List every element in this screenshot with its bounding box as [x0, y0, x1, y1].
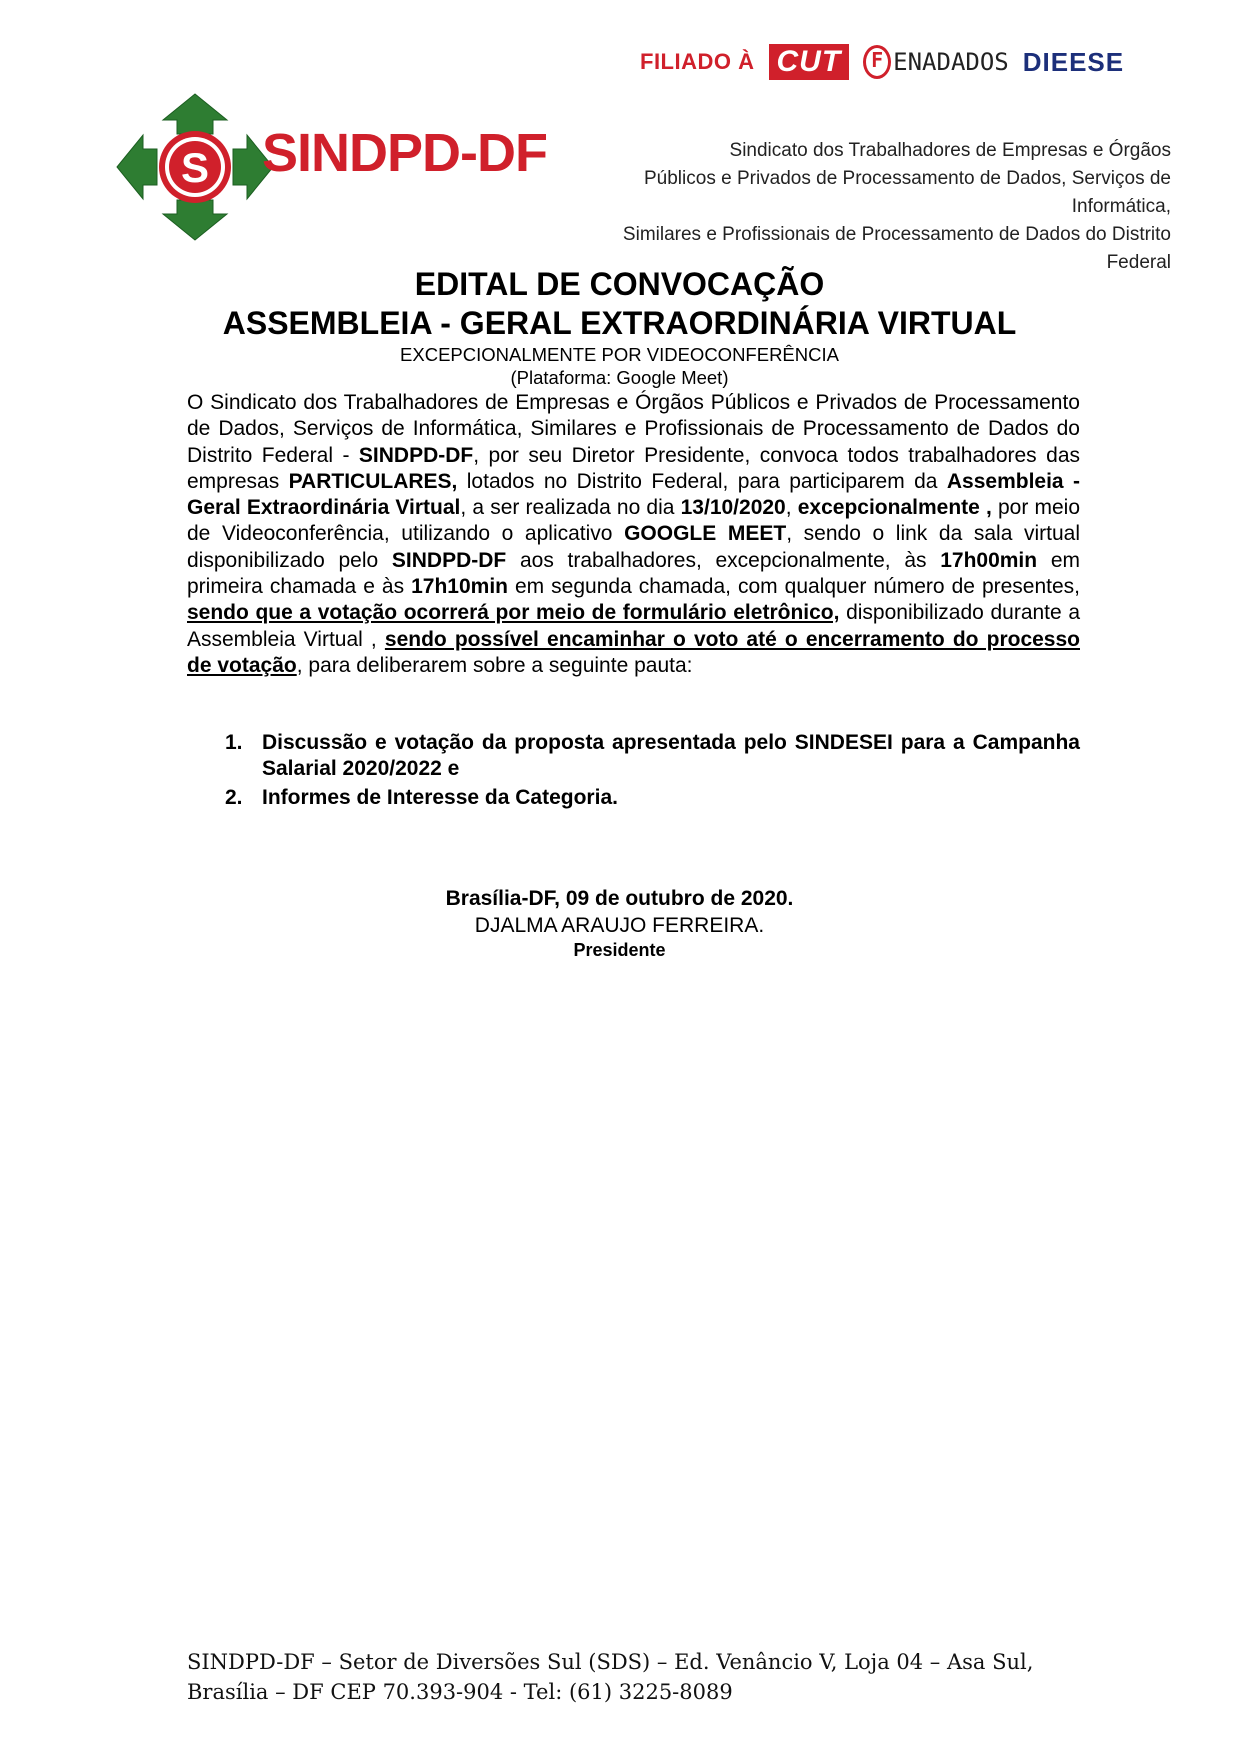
org-name-line: Públicos e Privados de Processamento de Dados, Serviços de Informática,	[644, 168, 1171, 217]
body-text: , sendo o link da sala virtual disponibilizado pelo	[187, 522, 1081, 572]
org-name-line: Similares e Profissionais de Processamento de Dados do Distrito Federal	[622, 224, 1171, 273]
body-text: em segunda chamada, com qualquer número de presentes,	[508, 575, 1080, 599]
svg-text:S: S	[180, 144, 210, 191]
body-text: , para deliberarem sobre a seguinte pauta:	[296, 653, 693, 677]
agenda-list	[225, 730, 1080, 811]
fenadados-logo-text: ENADADOS	[893, 48, 1009, 76]
affiliation-label: FILIADO À	[640, 49, 755, 74]
second-call-time: 17h10min	[411, 575, 508, 599]
footer-line: Brasília – DF CEP 70.393-904 - Tel: (61) 3225-8089	[187, 1680, 733, 1704]
body-bold: Assembleia - Geral Extraordinária Virtual	[187, 469, 1080, 520]
body-underlined: sendo que a votação ocorrerá por meio de formulário eletrônico,	[187, 601, 840, 625]
body-text: disponibilizado durante a Assembleia Virtual ,	[187, 601, 1080, 651]
signature-date: Brasília-DF, 09 de outubro de 2020.	[445, 887, 794, 910]
body-bold: excepcionalmente ,	[797, 496, 992, 520]
body-text: lotados no Distrito Federal, para participarem da	[457, 469, 947, 493]
body-text: , a ser realizada no dia	[460, 496, 681, 520]
signatory-role: Presidente	[573, 940, 666, 960]
logo-wordmark: SINDPD-DF	[262, 123, 547, 183]
body-bold: SINDPD-DF	[358, 443, 474, 467]
body-bold: SINDPD-DF	[391, 548, 507, 572]
body-underlined: sendo possível encaminhar o voto até o encerramento do processo de votação	[187, 627, 1080, 677]
body-text: por meio de Videoconferência, utilizando o aplicativo	[187, 496, 1080, 546]
sindpd-logo-icon	[115, 92, 275, 242]
body-text: ,	[785, 496, 798, 520]
fenadados-mark-icon: F	[863, 45, 891, 79]
document-title: EDITAL DE CONVOCAÇÃO	[414, 266, 825, 302]
meeting-format: EXCEPCIONALMENTE POR VIDEOCONFERÊNCIA	[400, 344, 839, 365]
body-bold: GOOGLE MEET	[624, 522, 787, 546]
cut-logo: CUT	[769, 44, 850, 80]
body-text: , por seu Diretor Presidente, convoca todos trabalhadores das empresas	[187, 443, 1080, 493]
fenadados-logo	[863, 45, 1009, 79]
meeting-date: 13/10/2020	[680, 496, 786, 520]
body-text: aos trabalhadores, excepcionalmente, às	[506, 548, 941, 572]
agenda-item-text: Discussão e votação da proposta apresentada pelo SINDESEI para a Campanha Salarial 2020/2022 e	[262, 731, 1080, 781]
first-call-time: 17h00min	[940, 548, 1038, 572]
convocation-paragraph	[187, 390, 1080, 679]
agenda-item-number: 1.	[225, 731, 243, 754]
document-subtitle: ASSEMBLEIA - GERAL EXTRAORDINÁRIA VIRTUAL	[222, 305, 1017, 341]
signatory-name: DJALMA ARAUJO FERREIRA.	[474, 914, 765, 937]
footer-line: SINDPD-DF – Setor de Diversões Sul (SDS) – Ed. Venâncio V, Loja 04 – Asa Sul,	[187, 1650, 1034, 1674]
organization-name	[571, 137, 1171, 277]
body-bold: PARTICULARES,	[288, 469, 458, 493]
agenda-item	[225, 785, 1080, 811]
org-name-line: Sindicato dos Trabalhadores de Empresas e Órgãos	[729, 140, 1171, 161]
affiliation-bar	[640, 40, 1124, 84]
meeting-platform: (Plataforma: Google Meet)	[510, 367, 729, 388]
body-text: O Sindicato dos Trabalhadores de Empresas e Órgãos Públicos e Privados de Processamento de Dados, Serviços de Informática, Similares e Profissionais de Processamento de Dados do Distrito Federal -	[187, 391, 1080, 467]
dieese-logo: DIEESE	[1022, 46, 1125, 77]
footer-address	[187, 1647, 1033, 1707]
agenda-item-text: Informes de Interesse da Categoria.	[262, 785, 618, 809]
agenda-item-number: 2.	[225, 785, 243, 809]
agenda-item	[225, 730, 1080, 783]
body-text: em primeira chamada e às	[187, 548, 1080, 599]
